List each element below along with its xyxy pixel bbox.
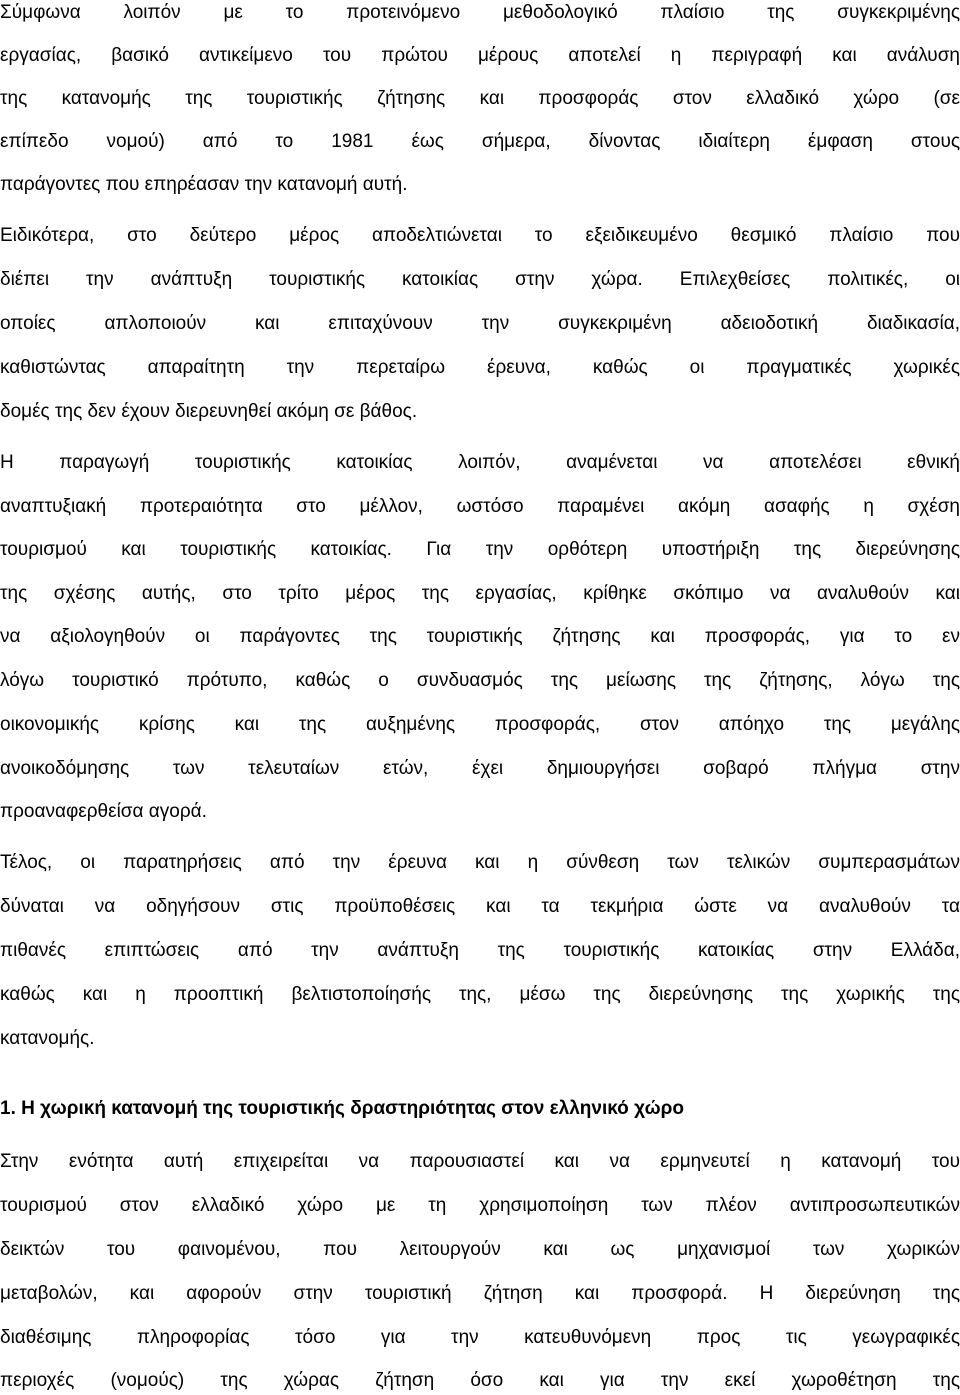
text-line: εργασίας, βασικό αντικείμενο του πρώτου μέρους αποτελεί η περιγραφή και ανάλυση (0, 45, 960, 66)
text-line: Σύμφωνα λοιπόν με το προτεινόμενο μεθοδολογικό πλαίσιο της συγκεκριμένης (0, 2, 960, 23)
text-line: οποίες απλοποιούν και επιταχύνουν την συγκεκριμένη αδειοδοτική διαδικασία, (0, 313, 960, 334)
text-line: Τέλος, οι παρατηρήσεις από την έρευνα και η σύνθεση των τελικών συμπερασμάτων (0, 852, 960, 873)
text-line: οικονομικής κρίσης και της αυξημένης προσφοράς, στον απόηχο της μεγάλης (0, 714, 960, 735)
text-line: παράγοντες που επηρέασαν την κατανομή αυτή. (0, 174, 408, 195)
text-line: περιοχές (νομούς) της χώρας ζήτηση όσο και για την εκεί χωροθέτηση της (0, 1370, 960, 1391)
text-line: τουρισμού και τουριστικής κατοικίας. Για την ορθότερη υποστήριξη της διερεύνησης (0, 539, 960, 560)
text-line: δύναται να οδηγήσουν στις προϋποθέσεις και τα τεκμήρια ώστε να αναλυθούν τα (0, 896, 960, 917)
text-line: να αξιολογηθούν οι παράγοντες της τουριστικής ζήτησης και προσφοράς, για το εν (0, 626, 960, 647)
text-line: λόγω τουριστικό πρότυπο, καθώς ο συνδυασμός της μείωσης της ζήτησης, λόγω της (0, 670, 960, 691)
text-line: δομές της δεν έχουν διερευνηθεί ακόμη σε βάθος. (0, 401, 418, 422)
text-line: πιθανές επιπτώσεις από την ανάπτυξη της τουριστικής κατοικίας στην Ελλάδα, (0, 940, 960, 961)
text-line: μεταβολών, και αφορούν στην τουριστική ζήτηση και προσφορά. Η διερεύνηση της (0, 1283, 960, 1304)
text-line: αναπτυξιακή προτεραιότητα στο μέλλον, ωστόσο παραμένει ακόμη ασαφής η σχέση (0, 496, 960, 517)
text-line: προαναφερθείσα αγορά. (0, 801, 207, 822)
text-line: Η παραγωγή τουριστικής κατοικίας λοιπόν, αναμένεται να αποτελέσει εθνική (0, 452, 960, 473)
text-line: Στην ενότητα αυτή επιχειρείται να παρουσιαστεί και να ερμηνευτεί η κατανομή του (0, 1151, 960, 1172)
text-line: διέπει την ανάπτυξη τουριστικής κατοικίας στην χώρα. Επιλεχθείσες πολιτικές, οι (0, 269, 960, 290)
text-line: δεικτών του φαινομένου, που λειτουργούν και ως μηχανισμοί των χωρικών (0, 1239, 960, 1260)
section-heading: 1. Η χωρική κατανομή της τουριστικής δραστηριότητας στον ελληνικό χώρο (0, 1098, 685, 1119)
text-line: της σχέσης αυτής, στο τρίτο μέρος της εργασίας, κρίθηκε σκόπιμο να αναλυθούν και (0, 583, 960, 604)
text-line: τουρισμού στον ελλαδικό χώρο με τη χρησιμοποίηση των πλέον αντιπροσωπευτικών (0, 1195, 960, 1216)
text-line: επίπεδο νομού) από το 1981 έως σήμερα, δίνοντας ιδιαίτερη έμφαση στους (0, 131, 960, 152)
text-line: καθώς και η προοπτική βελτιστοποίησής της, μέσω της διερεύνησης της χωρικής της (0, 984, 960, 1005)
text-line: καθιστώντας απαραίτητη την περεταίρω έρευνα, καθώς οι πραγματικές χωρικές (0, 357, 960, 378)
text-line: ανοικοδόμησης των τελευταίων ετών, έχει δημιουργήσει σοβαρό πλήγμα στην (0, 758, 960, 779)
text-line: της κατανομής της τουριστικής ζήτησης και προσφοράς στον ελλαδικό χώρο (σε (0, 88, 960, 109)
text-line: Ειδικότερα, στο δεύτερο μέρος αποδελτιώνεται το εξειδικευμένο θεσμικό πλαίσιο που (0, 225, 960, 246)
text-line: κατανομής. (0, 1028, 95, 1049)
text-line: διαθέσιμης πληροφορίας τόσο για την κατευθυνόμενη προς τις γεωγραφικές (0, 1327, 960, 1348)
